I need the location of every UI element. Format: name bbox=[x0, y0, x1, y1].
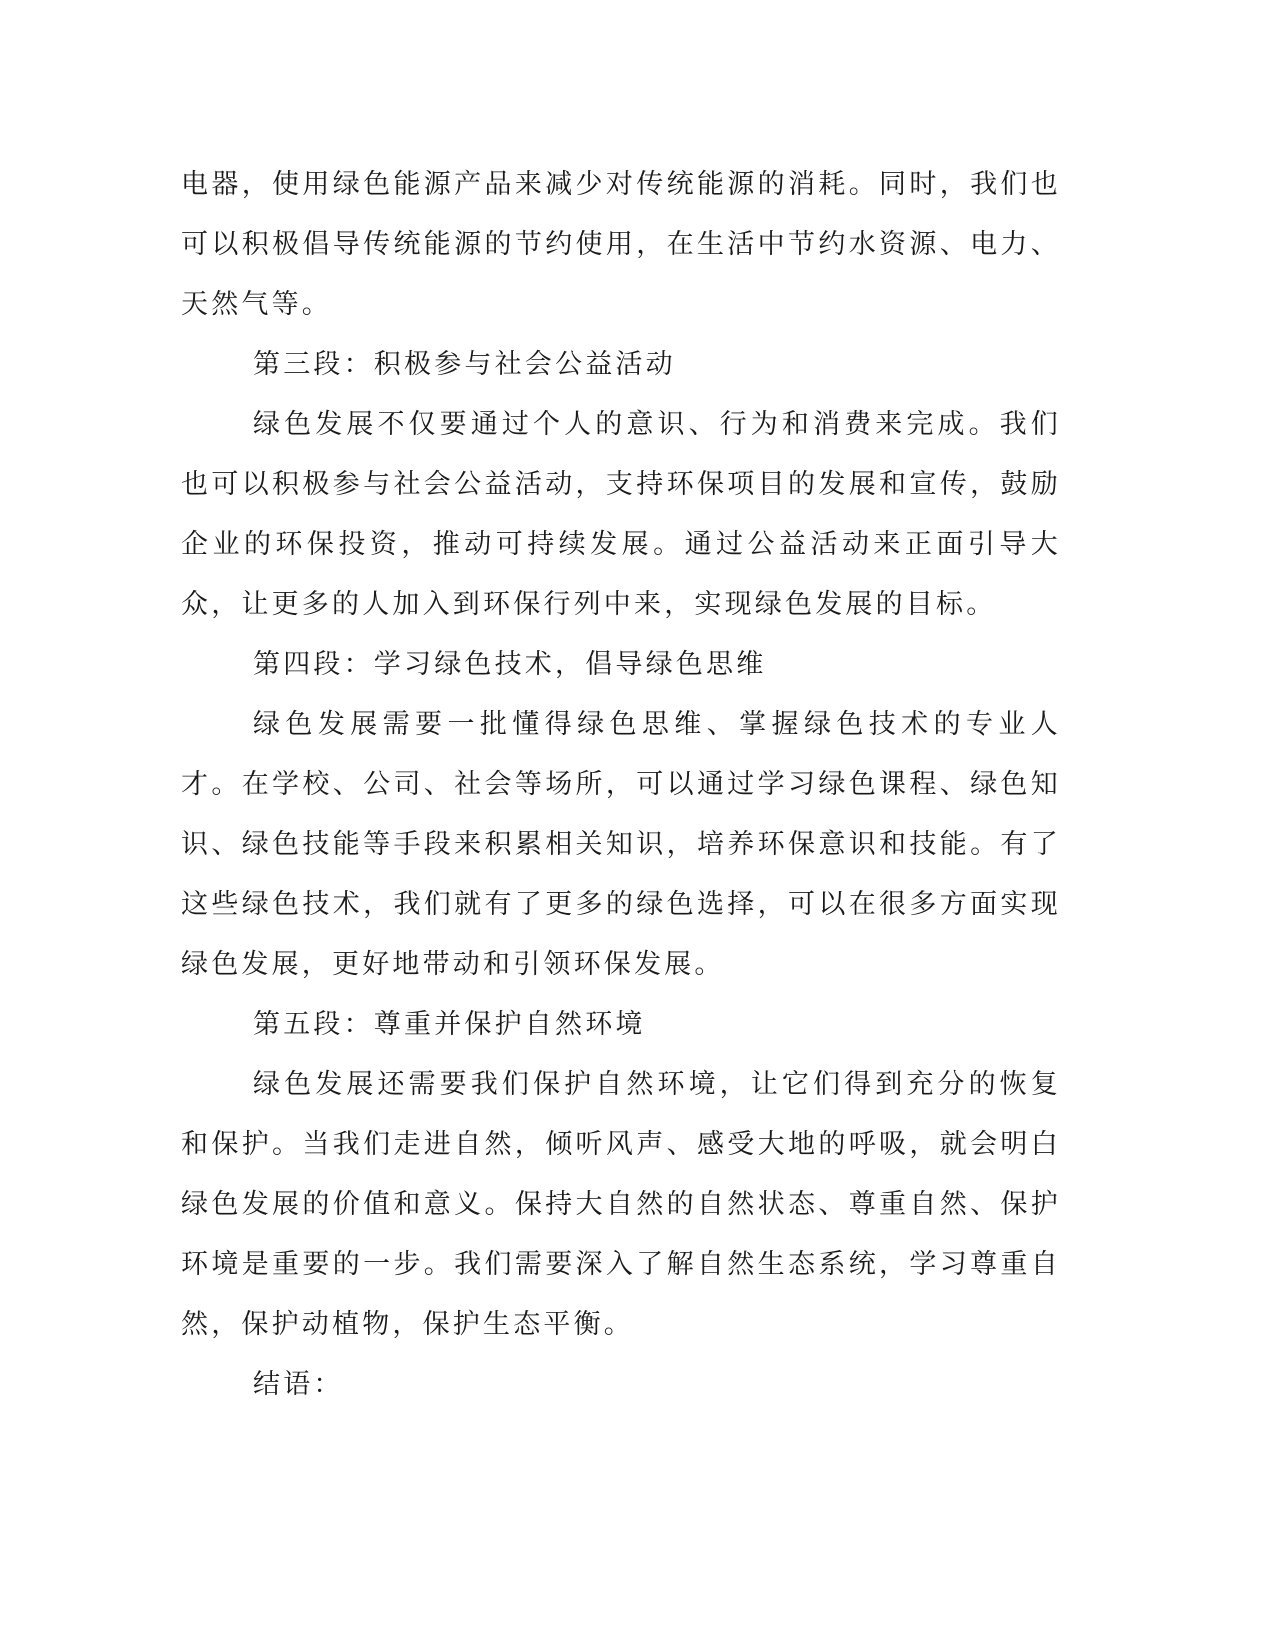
paragraph-section-4: 绿色发展需要一批懂得绿色思维、掌握绿色技术的专业人才。在学校、公司、社会等场所，可以通过学习绿色课程、绿色知识、绿色技能等手段来积累相关知识，培养环保意识和技能。有了这些绿色技术，我们就有了更多的绿色选择，可以在很多方面实现绿色发展，更好地带动和引领环保发展。 bbox=[181, 709, 1061, 980]
paragraph-section-5: 绿色发展还需要我们保护自然环境，让它们得到充分的恢复和保护。当我们走进自然，倾听风声、感受大地的呼吸，就会明白绿色发展的价值和意义。保持大自然的自然状态、尊重自然、保护环境是重要的一步。我们需要深入了解自然生态系统，学习尊重自然，保护动植物，保护生态平衡。 bbox=[181, 1069, 1061, 1340]
conclusion-heading: 结语： bbox=[253, 1369, 344, 1400]
section-heading-4: 第四段：学习绿色技术，倡导绿色思维 bbox=[253, 649, 767, 680]
section-heading-5: 第五段：尊重并保护自然环境 bbox=[253, 1009, 646, 1040]
section-heading-3: 第三段：积极参与社会公益活动 bbox=[253, 349, 676, 380]
paragraph-continuation: 电器，使用绿色能源产品来减少对传统能源的消耗。同时，我们也可以积极倡导传统能源的节约使用，在生活中节约水资源、电力、天然气等。 bbox=[181, 169, 1061, 320]
document-body bbox=[181, 155, 1061, 1415]
paragraph-section-3: 绿色发展不仅要通过个人的意识、行为和消费来完成。我们也可以积极参与社会公益活动，支持环保项目的发展和宣传，鼓励企业的环保投资，推动可持续发展。通过公益活动来正面引导大众，让更多的人加入到环保行列中来，实现绿色发展的目标。 bbox=[181, 409, 1061, 620]
